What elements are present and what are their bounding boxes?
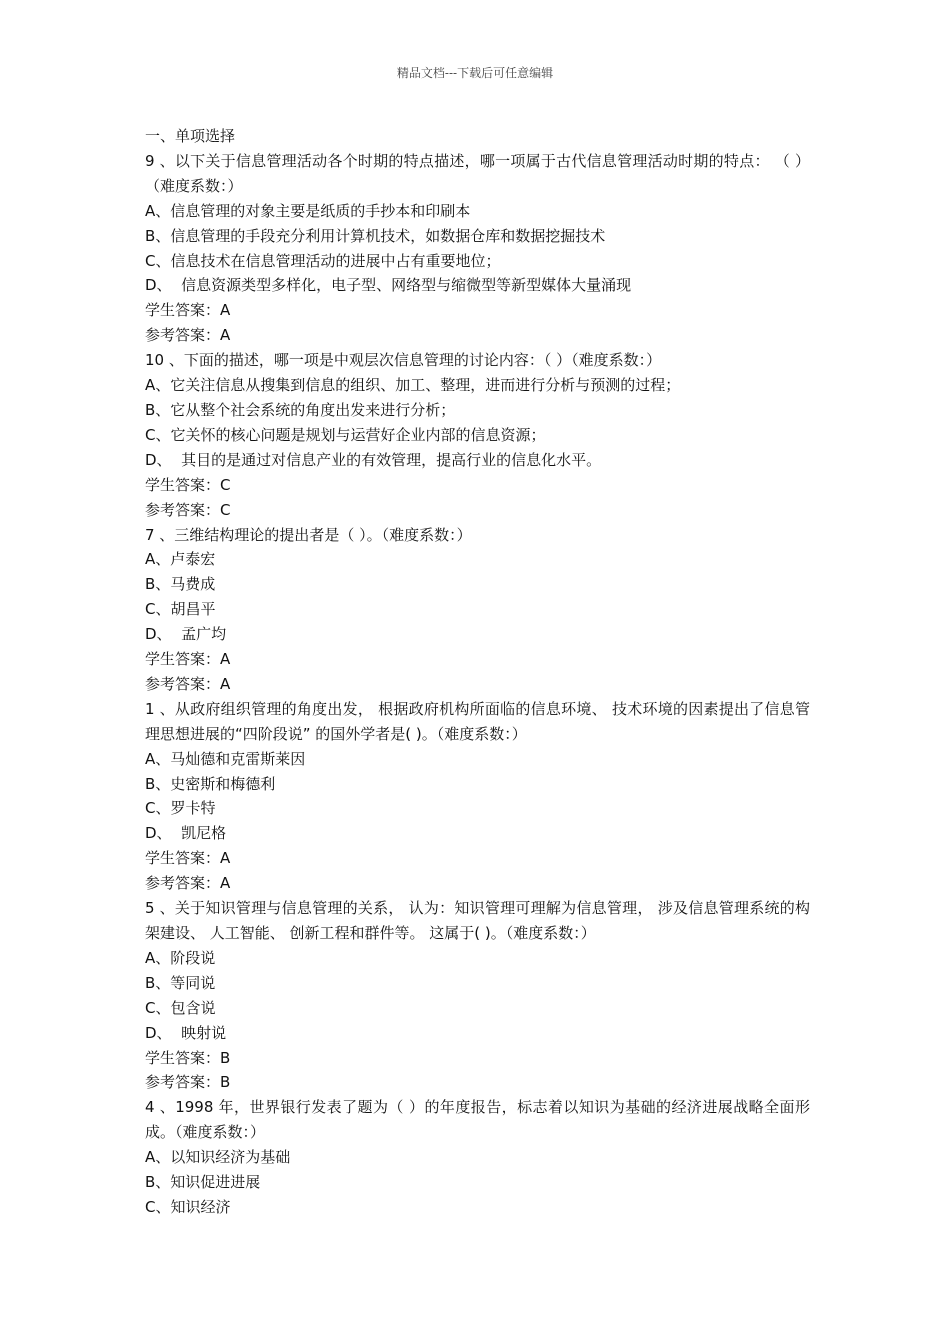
answer-option: A、阶段说	[145, 948, 216, 967]
answer-option: C、罗卡特	[145, 799, 216, 818]
answer-option: B、信息管理的手段充分利用计算机技术，如数据仓库和数据挖掘技术	[145, 226, 606, 245]
answer-option: B、马费成	[145, 575, 216, 594]
answer-option: D、 凯尼格	[145, 824, 227, 843]
question-block	[145, 896, 810, 1095]
reference-answer: 参考答案：A	[145, 674, 231, 693]
answer-option: B、史密斯和梅德利	[145, 774, 276, 793]
question-block	[145, 697, 810, 896]
answer-option: C、信息技术在信息管理活动的进展中占有重要地位；	[145, 251, 501, 270]
answer-option: D、 信息资源类型多样化，电子型、网络型与缩微型等新型媒体大量涌现	[145, 276, 632, 295]
student-answer: 学生答案：C	[145, 475, 231, 494]
answer-option: A、它关注信息从搜集到信息的组织、加工、整理，进而进行分析与预测的过程；	[145, 376, 681, 395]
question-list	[145, 149, 810, 1220]
question-stem: 5 、关于知识管理与信息管理的关系， 认为：知识管理可理解为信息管理， 涉及信息管理系统的构架建设、 人工智能、 创新工程和群件等。 这属于( )。（难度系数：）	[145, 899, 810, 942]
student-answer: 学生答案：B	[145, 1048, 231, 1067]
question-stem: 4 、1998 年，世界银行发表了题为（ ）的年度报告，标志着以知识为基础的经济进展战略全面形成。（难度系数：）	[145, 1098, 810, 1142]
section-title: 一、单项选择	[145, 127, 236, 145]
answer-option: A、马灿德和克雷斯莱因	[145, 749, 306, 768]
answer-option: D、 映射说	[145, 1023, 227, 1042]
student-answer: 学生答案：A	[145, 849, 231, 868]
answer-option: C、包含说	[145, 998, 216, 1017]
question-block	[145, 1095, 810, 1220]
reference-answer: 参考答案：B	[145, 1073, 231, 1092]
student-answer: 学生答案：A	[145, 650, 231, 669]
page-header: 精品文档---下载后可任意编辑	[396, 66, 554, 80]
answer-option: B、等同说	[145, 973, 216, 992]
reference-answer: 参考答案：A	[145, 874, 231, 893]
answer-option: A、以知识经济为基础	[145, 1148, 291, 1167]
question-stem: 9 、以下关于信息管理活动各个时期的特点描述，哪一项属于古代信息管理活动时期的特点： （ ） （难度系数：）	[145, 151, 810, 195]
answer-option: D、 其目的是通过对信息产业的有效管理，提高行业的信息化水平。	[145, 450, 602, 469]
student-answer: 学生答案：A	[145, 301, 231, 320]
answer-option: B、它从整个社会系统的角度出发来进行分析；	[145, 400, 456, 419]
answer-option: B、知识促进进展	[145, 1173, 261, 1192]
question-block	[145, 149, 810, 348]
answer-option: C、胡昌平	[145, 600, 216, 619]
question-block	[145, 523, 810, 697]
answer-option: C、它关怀的核心问题是规划与运营好企业内部的信息资源；	[145, 425, 546, 444]
question-block	[145, 348, 810, 522]
question-stem: 1 、从政府组织管理的角度出发， 根据政府机构所面临的信息环境、 技术环境的因素提出了信息管理思想进展的“四阶段说” 的国外学者是( )。（难度系数：）	[145, 699, 810, 743]
question-stem: 7 、三维结构理论的提出者是（ ）。（难度系数：）	[145, 525, 472, 544]
answer-option: C、知识经济	[145, 1197, 231, 1216]
reference-answer: 参考答案：C	[145, 500, 231, 519]
answer-option: D、 孟广均	[145, 625, 227, 644]
document-body	[145, 124, 810, 1220]
question-stem: 10 、下面的描述，哪一项是中观层次信息管理的讨论内容：（ ）（难度系数：）	[145, 351, 662, 370]
answer-option: A、卢泰宏	[145, 550, 216, 569]
reference-answer: 参考答案：A	[145, 326, 231, 345]
answer-option: A、信息管理的对象主要是纸质的手抄本和印刷本	[145, 201, 471, 220]
